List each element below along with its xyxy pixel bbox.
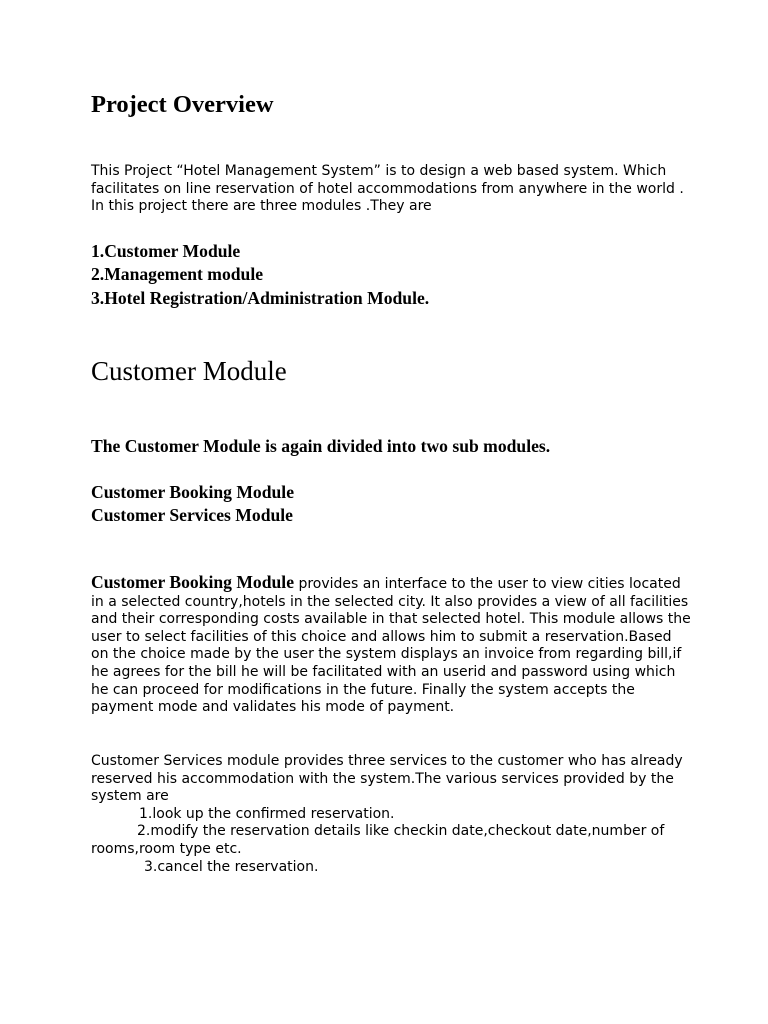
project-overview-heading: Project Overview — [91, 91, 274, 118]
sub-modules-intro: The Customer Module is again divided into two sub modules. — [91, 436, 551, 456]
service-item: 2.modify the reservation details like checkin date,checkout date,number of rooms,room type etc. — [91, 823, 665, 857]
module-list — [91, 240, 429, 310]
service-item: 3.cancel the reservation. — [144, 858, 319, 875]
sub-module-item: Customer Services Module — [91, 505, 293, 526]
module-list-item: 3.Hotel Registration/Administration Module. — [91, 287, 430, 308]
service-item: 1.look up the confirmed reservation. — [139, 805, 395, 822]
booking-module-paragraph — [91, 574, 691, 717]
services-module-section — [91, 753, 691, 876]
project-intro-paragraph: This Project “Hotel Management System” is to design a web based system. Which facilitates on line reservation of hotel accommodations from anywhere in the world . In this project there are three modules .They are — [91, 163, 684, 215]
module-list-item: 2.Management module — [91, 264, 264, 285]
booking-module-lead: Customer Booking Module — [91, 572, 294, 592]
sub-module-item: Customer Booking Module — [91, 482, 294, 502]
module-list-item: 1.Customer Module — [91, 241, 241, 261]
services-list — [91, 806, 691, 876]
customer-module-heading: Customer Module — [91, 356, 287, 386]
sub-module-list — [91, 481, 294, 528]
booking-module-body: provides an interface to the user to view cities located in a selected country,hotels in the selected city. It also provides a view of all facilities and their corresponding costs available in that selected hotel. This module allows the user to select facilities of this choice and allows him to submit a reservation.Based on the choice made by the user the system displays an invoice from regarding bill,if he agrees for the bill he will be facilitated with an userid and password using which he can proceed for modifications in the future. Finally the system accepts the payment mode and validates his mode of payment. — [91, 576, 691, 716]
services-module-intro: Customer Services module provides three services to the customer who has already reserved his accommodation with the system.The various services provided by the system are — [91, 753, 683, 805]
